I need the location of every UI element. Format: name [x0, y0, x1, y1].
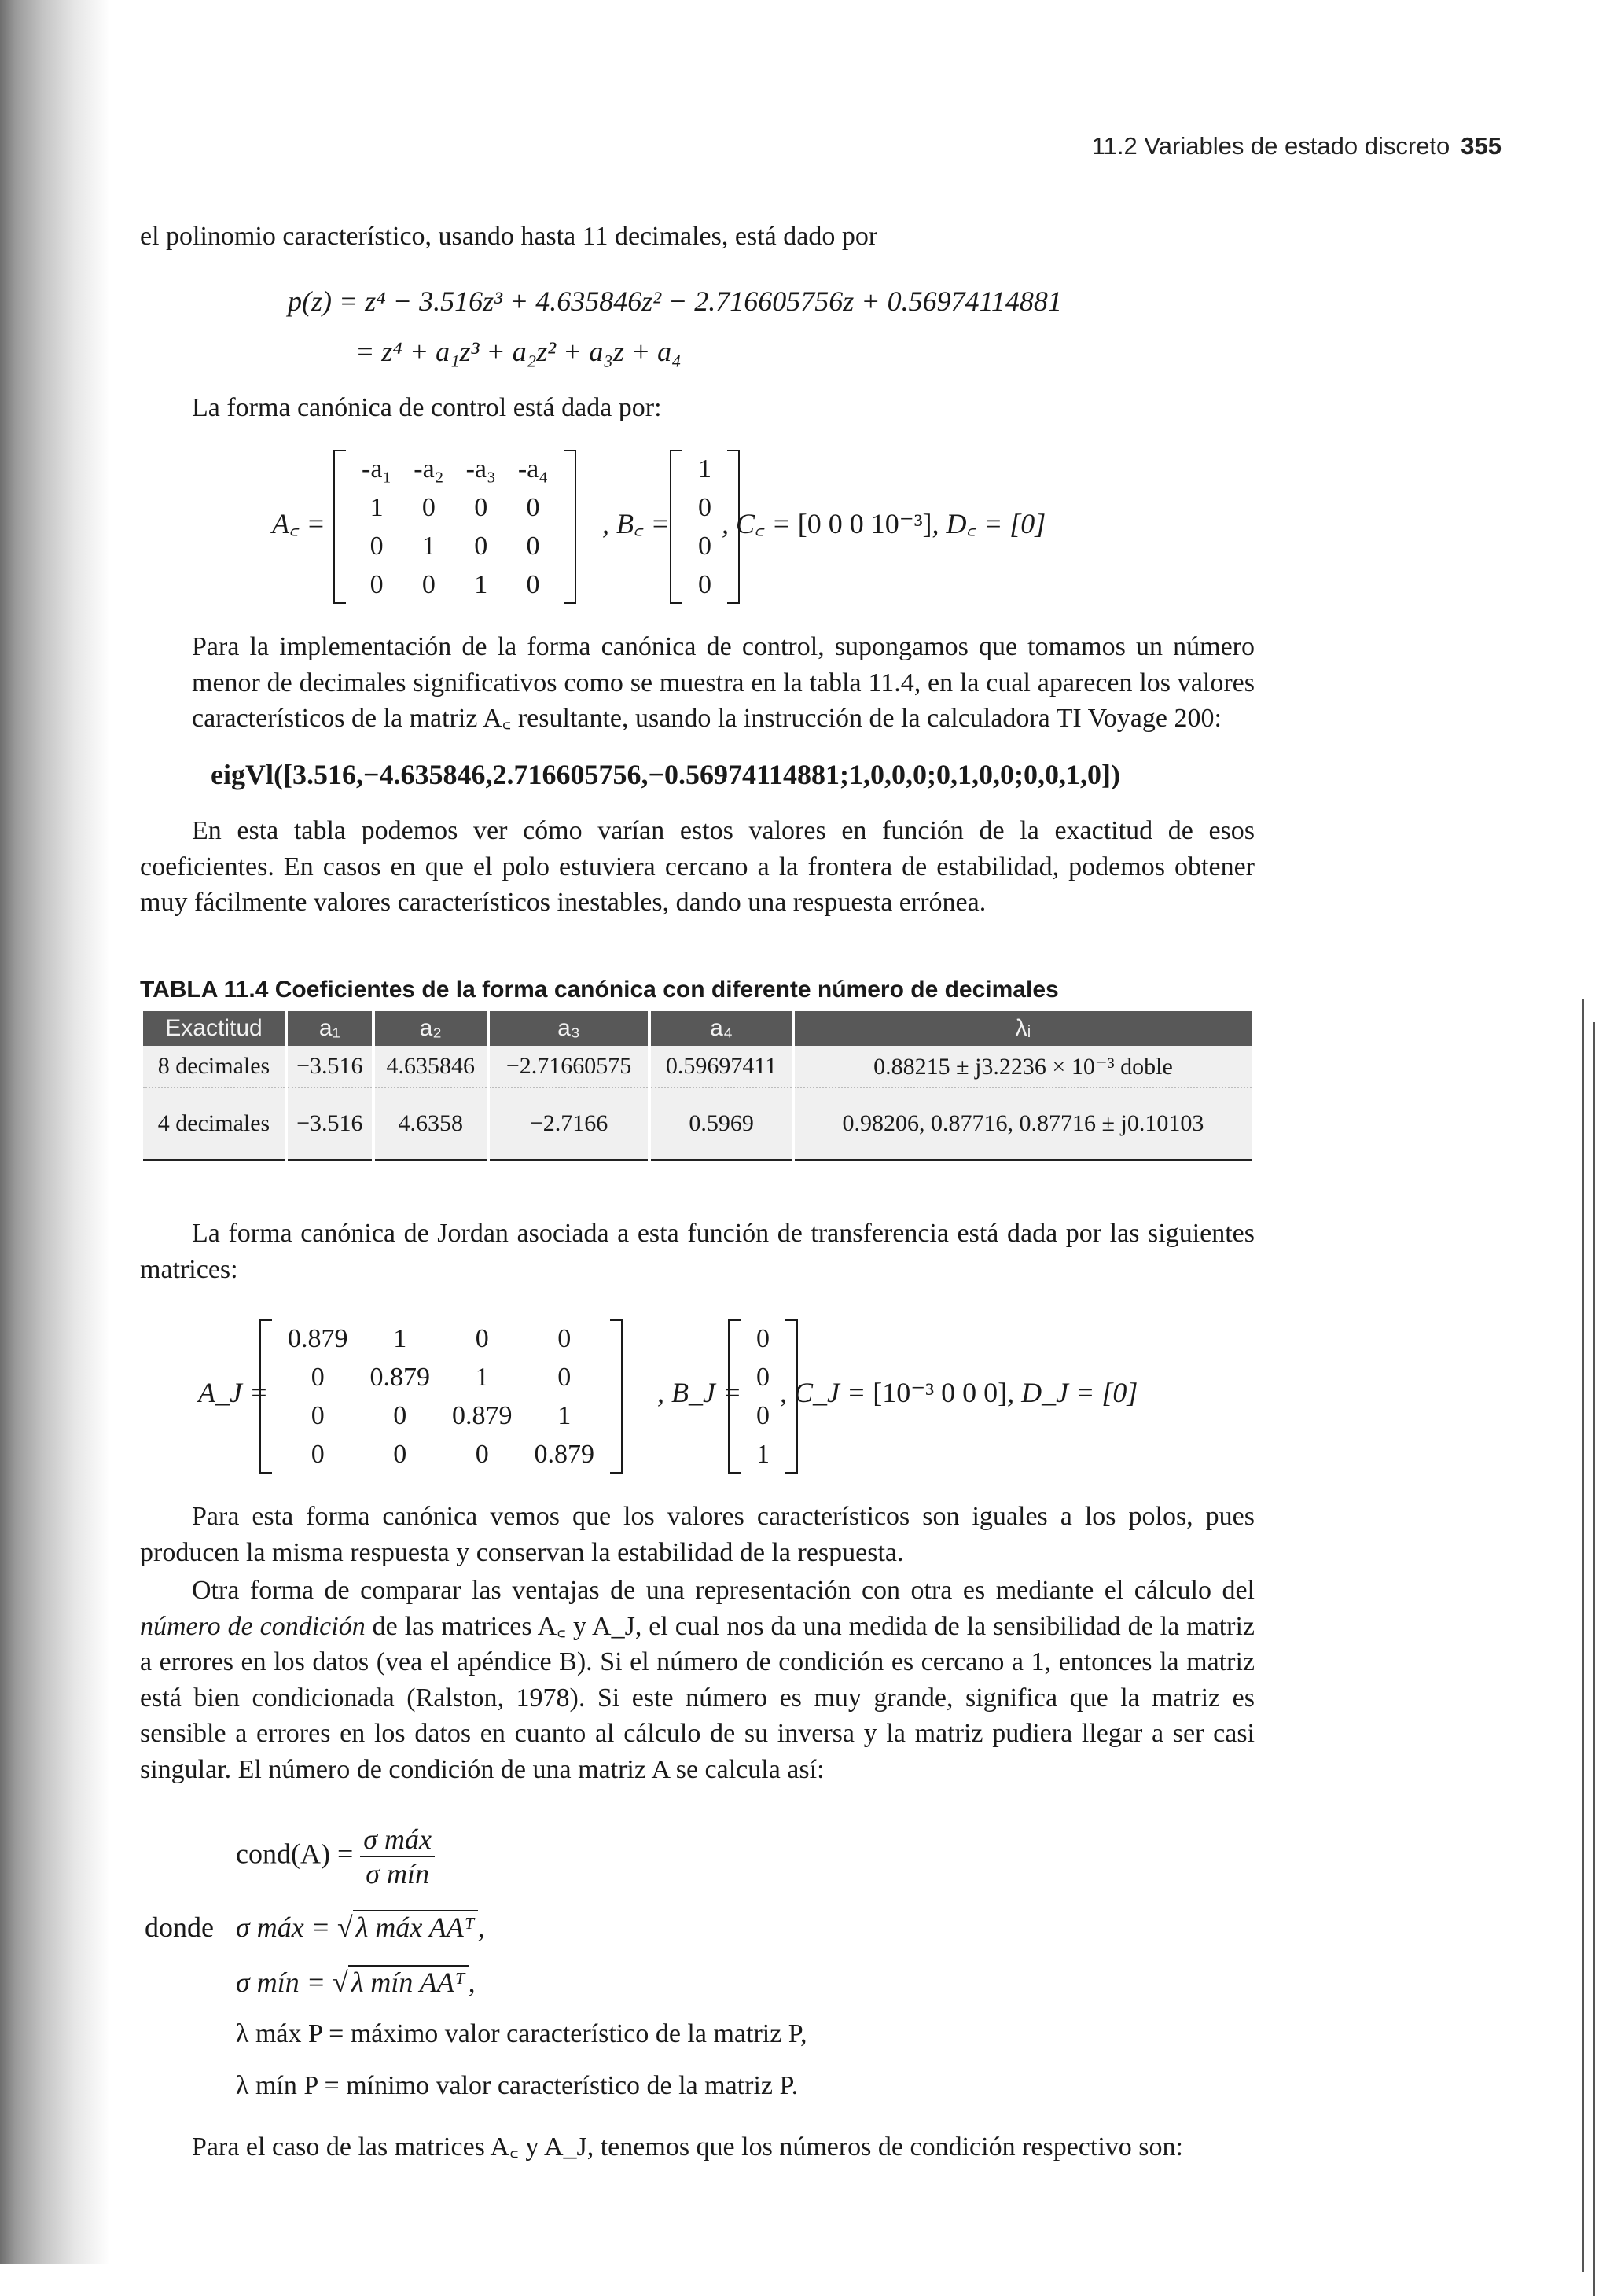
table-header: a₂: [375, 1011, 487, 1046]
matrix-Ac-row: [351, 527, 559, 565]
running-head: [998, 132, 1502, 160]
table-row: [143, 1088, 1252, 1161]
paragraph: el polinomio característico, usando hasta 11 decimales, está dado por: [140, 222, 878, 251]
table-cell: 4.6358: [375, 1088, 487, 1161]
matrix-Ac-cell: 0: [369, 531, 384, 561]
table-cell: −3.516: [288, 1088, 372, 1161]
equation-sigma-min: σ mín = √ λ mín AAᵀ ,: [236, 1967, 476, 1998]
paragraph: La forma canónica de control está dada por:: [192, 393, 662, 422]
matrix-Ac-cell: 0: [474, 492, 488, 522]
matrix-Aj-cell: 1: [475, 1362, 489, 1392]
matrix-label-Bc: , B꜀ =: [602, 508, 670, 539]
matrix-Bj-cell: 0: [756, 1362, 770, 1392]
matrix-Aj-cell: 0: [393, 1400, 407, 1430]
matrix-Bj-cell: 1: [756, 1439, 770, 1469]
calculator-instruction: eigVl([3.516,−4.635846,2.716605756,−0.56974114881;1,0,0,0;0,1,0,0;0,0,1,0]): [211, 759, 1120, 790]
matrix-Aj-cell: 0: [557, 1323, 572, 1353]
matrix-Ac-cell: -a₄: [517, 454, 549, 484]
paragraph-text: de las matrices A꜀ y A_J, el cual nos da una medida de la sensibilidad de la matriz a errores en los datos (vea el apéndice B). Si el número de condición es cercano a 1, entonces la matriz está bien condicionada (Ralston, 1978). Si este número es muy grande, significa que la matriz es sensible a errores en los datos en cuanto al cálculo de su inversa y la matriz pudiera llegar a ser casi singular. El número de condición de una matriz A se calcula así:: [140, 1611, 1255, 1784]
matrix-Ac-cell: -a₃: [465, 454, 496, 484]
matrix-Ac-row: [351, 488, 559, 527]
table-cell: 0.5969: [651, 1088, 792, 1161]
coefficients-table: [140, 1011, 1255, 1161]
page-number: 355: [1461, 132, 1502, 160]
matrix-Aj-row: [277, 1435, 605, 1474]
matrix-label-Bj: , B_J =: [657, 1377, 742, 1408]
equation-polynomial: p(z) = z⁴ − 3.516z³ + 4.635846z² − 2.716605756z + 0.56974114881: [288, 285, 1062, 317]
matrix-Ac-cell: 0: [369, 569, 384, 599]
matrix-Bj-cell: 0: [756, 1323, 770, 1353]
matrix-Bc-row: [687, 488, 722, 527]
matrix-Bc-row: [687, 450, 722, 488]
equation-polynomial-coeffs: = z⁴ + a₁z³ + a₂z² + a₃z + a₄: [355, 336, 682, 367]
matrix-Bj-row: [745, 1435, 781, 1474]
table-cell: 4.635846: [375, 1046, 487, 1088]
sigma-max-lhs: σ máx =: [236, 1911, 338, 1943]
matrix-Ac-row: [351, 565, 559, 604]
matrix-Cc: [722, 503, 1046, 542]
sigma-min-radicand: λ mín AAᵀ: [348, 1965, 469, 1998]
matrix-Ac-cell: 0: [474, 531, 488, 561]
table-row: [143, 1046, 1252, 1088]
paragraph: La forma canónica de Jordan asociada a esta función de transferencia está dada por las siguientes matrices:: [140, 1219, 1255, 1284]
matrix-label-Ac: A꜀ =: [272, 508, 325, 539]
matrix-Aj-cell: 0: [393, 1439, 407, 1469]
matrix-Aj-cell: 1: [557, 1400, 572, 1430]
donde-label: donde: [145, 1911, 214, 1943]
matrix-Aj-cell: 0.879: [452, 1400, 513, 1430]
table-header: a₃: [490, 1011, 648, 1046]
paragraph: [140, 1573, 1255, 1787]
matrix-Aj-cell: 1: [393, 1323, 407, 1353]
paragraph: Para esta forma canónica vemos que los valores característicos son iguales a los polos, pues producen la misma respuesta y conservan la estabilidad de la respuesta.: [140, 1502, 1255, 1567]
matrix-Aj-cell: 0: [475, 1439, 489, 1469]
table-cell: 4 decimales: [143, 1088, 285, 1161]
matrix-Ac-cell: -a₂: [414, 454, 444, 484]
matrix-Aj-cell: 0: [557, 1362, 572, 1392]
matrix-label-Cj: , C_J =: [780, 1377, 873, 1408]
section-title: 11.2 Variables de estado discreto: [1091, 132, 1450, 160]
matrix-Aj-cell: 0.879: [534, 1439, 594, 1469]
matrix-Ac-cell: 0: [526, 492, 540, 522]
matrix-Cj: [780, 1376, 1138, 1409]
matrix-Bc-row: [687, 565, 722, 604]
matrix-Aj: [259, 1319, 623, 1474]
matrix-Ac-cell: 1: [421, 531, 436, 561]
sigma-max-tail: ,: [477, 1911, 485, 1943]
matrix-label-Cc: , C꜀ =: [722, 508, 798, 539]
matrix-Bc-row: [687, 527, 722, 565]
matrix-Ac-row: [351, 450, 559, 488]
matrix-Dc: , D꜀ = [0]: [932, 508, 1046, 539]
cond-fraction: [360, 1823, 435, 1890]
sigma-max-radicand: λ máx AAᵀ: [353, 1910, 478, 1943]
table-cell: 8 decimales: [143, 1046, 285, 1088]
paragraph: Para el caso de las matrices A꜀ y A_J, tenemos que los números de condición respectivo son:: [192, 2132, 1183, 2162]
lambda-max-definition: λ máx P = máximo valor característico de la matriz P,: [236, 2019, 807, 2048]
matrix-Bj-cell: 0: [756, 1400, 770, 1430]
matrix-Ac: [333, 450, 576, 604]
table-cell: 0.88215 ± j3.2236 × 10⁻³ doble: [795, 1046, 1252, 1088]
matrix-Cc-values: [0 0 0 10⁻³]: [797, 508, 932, 539]
table-cell: 0.98206, 0.87716, 0.87716 ± j0.10103: [795, 1088, 1252, 1161]
matrix-Bj-row: [745, 1358, 781, 1396]
table-header: Exactitud: [143, 1011, 285, 1046]
table-header: a₄: [651, 1011, 792, 1046]
matrix-Ac-cell: 1: [474, 569, 488, 599]
matrix-Aj-cell: 0.879: [369, 1362, 430, 1392]
matrix-Bc-cell: 1: [698, 454, 711, 484]
cond-numerator: σ máx: [360, 1823, 435, 1857]
sigma-min-tail: ,: [468, 1967, 476, 1998]
matrix-Bj-row: [745, 1319, 781, 1358]
matrix-Aj-cell: 0: [311, 1439, 325, 1469]
matrix-Ac-cell: 0: [526, 569, 540, 599]
emphasized-term: número de condición: [140, 1611, 366, 1641]
equation-sigma-max: σ máx = √ λ máx AAᵀ ,: [236, 1911, 485, 1943]
matrix-Ac-cell: 1: [369, 492, 384, 522]
cond-lhs: cond(A) =: [236, 1838, 354, 1870]
matrix-Aj-cell: 0: [475, 1323, 489, 1353]
table-cell: 0.59697411: [651, 1046, 792, 1088]
equation-cond: [236, 1823, 435, 1890]
matrix-Ac-cell: 0: [421, 569, 436, 599]
matrix-label-Aj: A_J =: [198, 1377, 269, 1408]
matrix-Bc-cell: 0: [698, 531, 711, 561]
table-header: λᵢ: [795, 1011, 1252, 1046]
matrix-Ac-cell: -a₁: [362, 454, 392, 484]
table-cell: −2.7166: [490, 1088, 648, 1161]
table-header: a₁: [288, 1011, 372, 1046]
paragraph: En esta tabla podemos ver cómo varían estos valores en función de la exactitud de esos coeficientes. En casos en que el polo estuviera cercano a la frontera de estabilidad, podemos obtener muy fácilmente valores característicos inestables, dando una respuesta errónea.: [140, 816, 1255, 917]
matrix-Bj-row: [745, 1396, 781, 1435]
matrix-Aj-row: [277, 1396, 605, 1435]
paragraph-text: Otra forma de comparar las ventajas de una representación con otra es mediante el cálculo del: [192, 1576, 1255, 1605]
table-cell: −3.516: [288, 1046, 372, 1088]
matrix-Bc-cell: 0: [698, 492, 711, 522]
matrix-Cj-values: [10⁻³ 0 0 0]: [873, 1377, 1008, 1408]
matrix-Aj-cell: 0: [311, 1400, 325, 1430]
cond-denominator: σ mín: [366, 1858, 430, 1889]
lambda-min-definition: λ mín P = mínimo valor característico de la matriz P.: [236, 2071, 799, 2100]
matrix-Aj-row: [277, 1319, 605, 1358]
matrix-Aj-row: [277, 1358, 605, 1396]
table-cell: −2.71660575: [490, 1046, 648, 1088]
matrix-Ac-cell: 0: [421, 492, 436, 522]
matrix-Dj: , D_J = [0]: [1007, 1377, 1138, 1408]
matrix-Aj-cell: 0.879: [288, 1323, 348, 1353]
table-caption: TABLA 11.4 Coeficientes de la forma canónica con diferente número de decimales: [140, 977, 1059, 1003]
matrix-Bc-cell: 0: [698, 569, 711, 599]
sigma-min-lhs: σ mín =: [236, 1967, 333, 1998]
matrix-Aj-cell: 0: [311, 1362, 325, 1392]
matrix-Ac-cell: 0: [526, 531, 540, 561]
paragraph: Para la implementación de la forma canónica de control, supongamos que tomamos un número menor de decimales significativos como se muestra en la tabla 11.4, en la cual aparecen los valores característicos de la matriz A꜀ resultante, usando la instrucción de la calculadora TI Voyage 200:: [192, 632, 1255, 733]
